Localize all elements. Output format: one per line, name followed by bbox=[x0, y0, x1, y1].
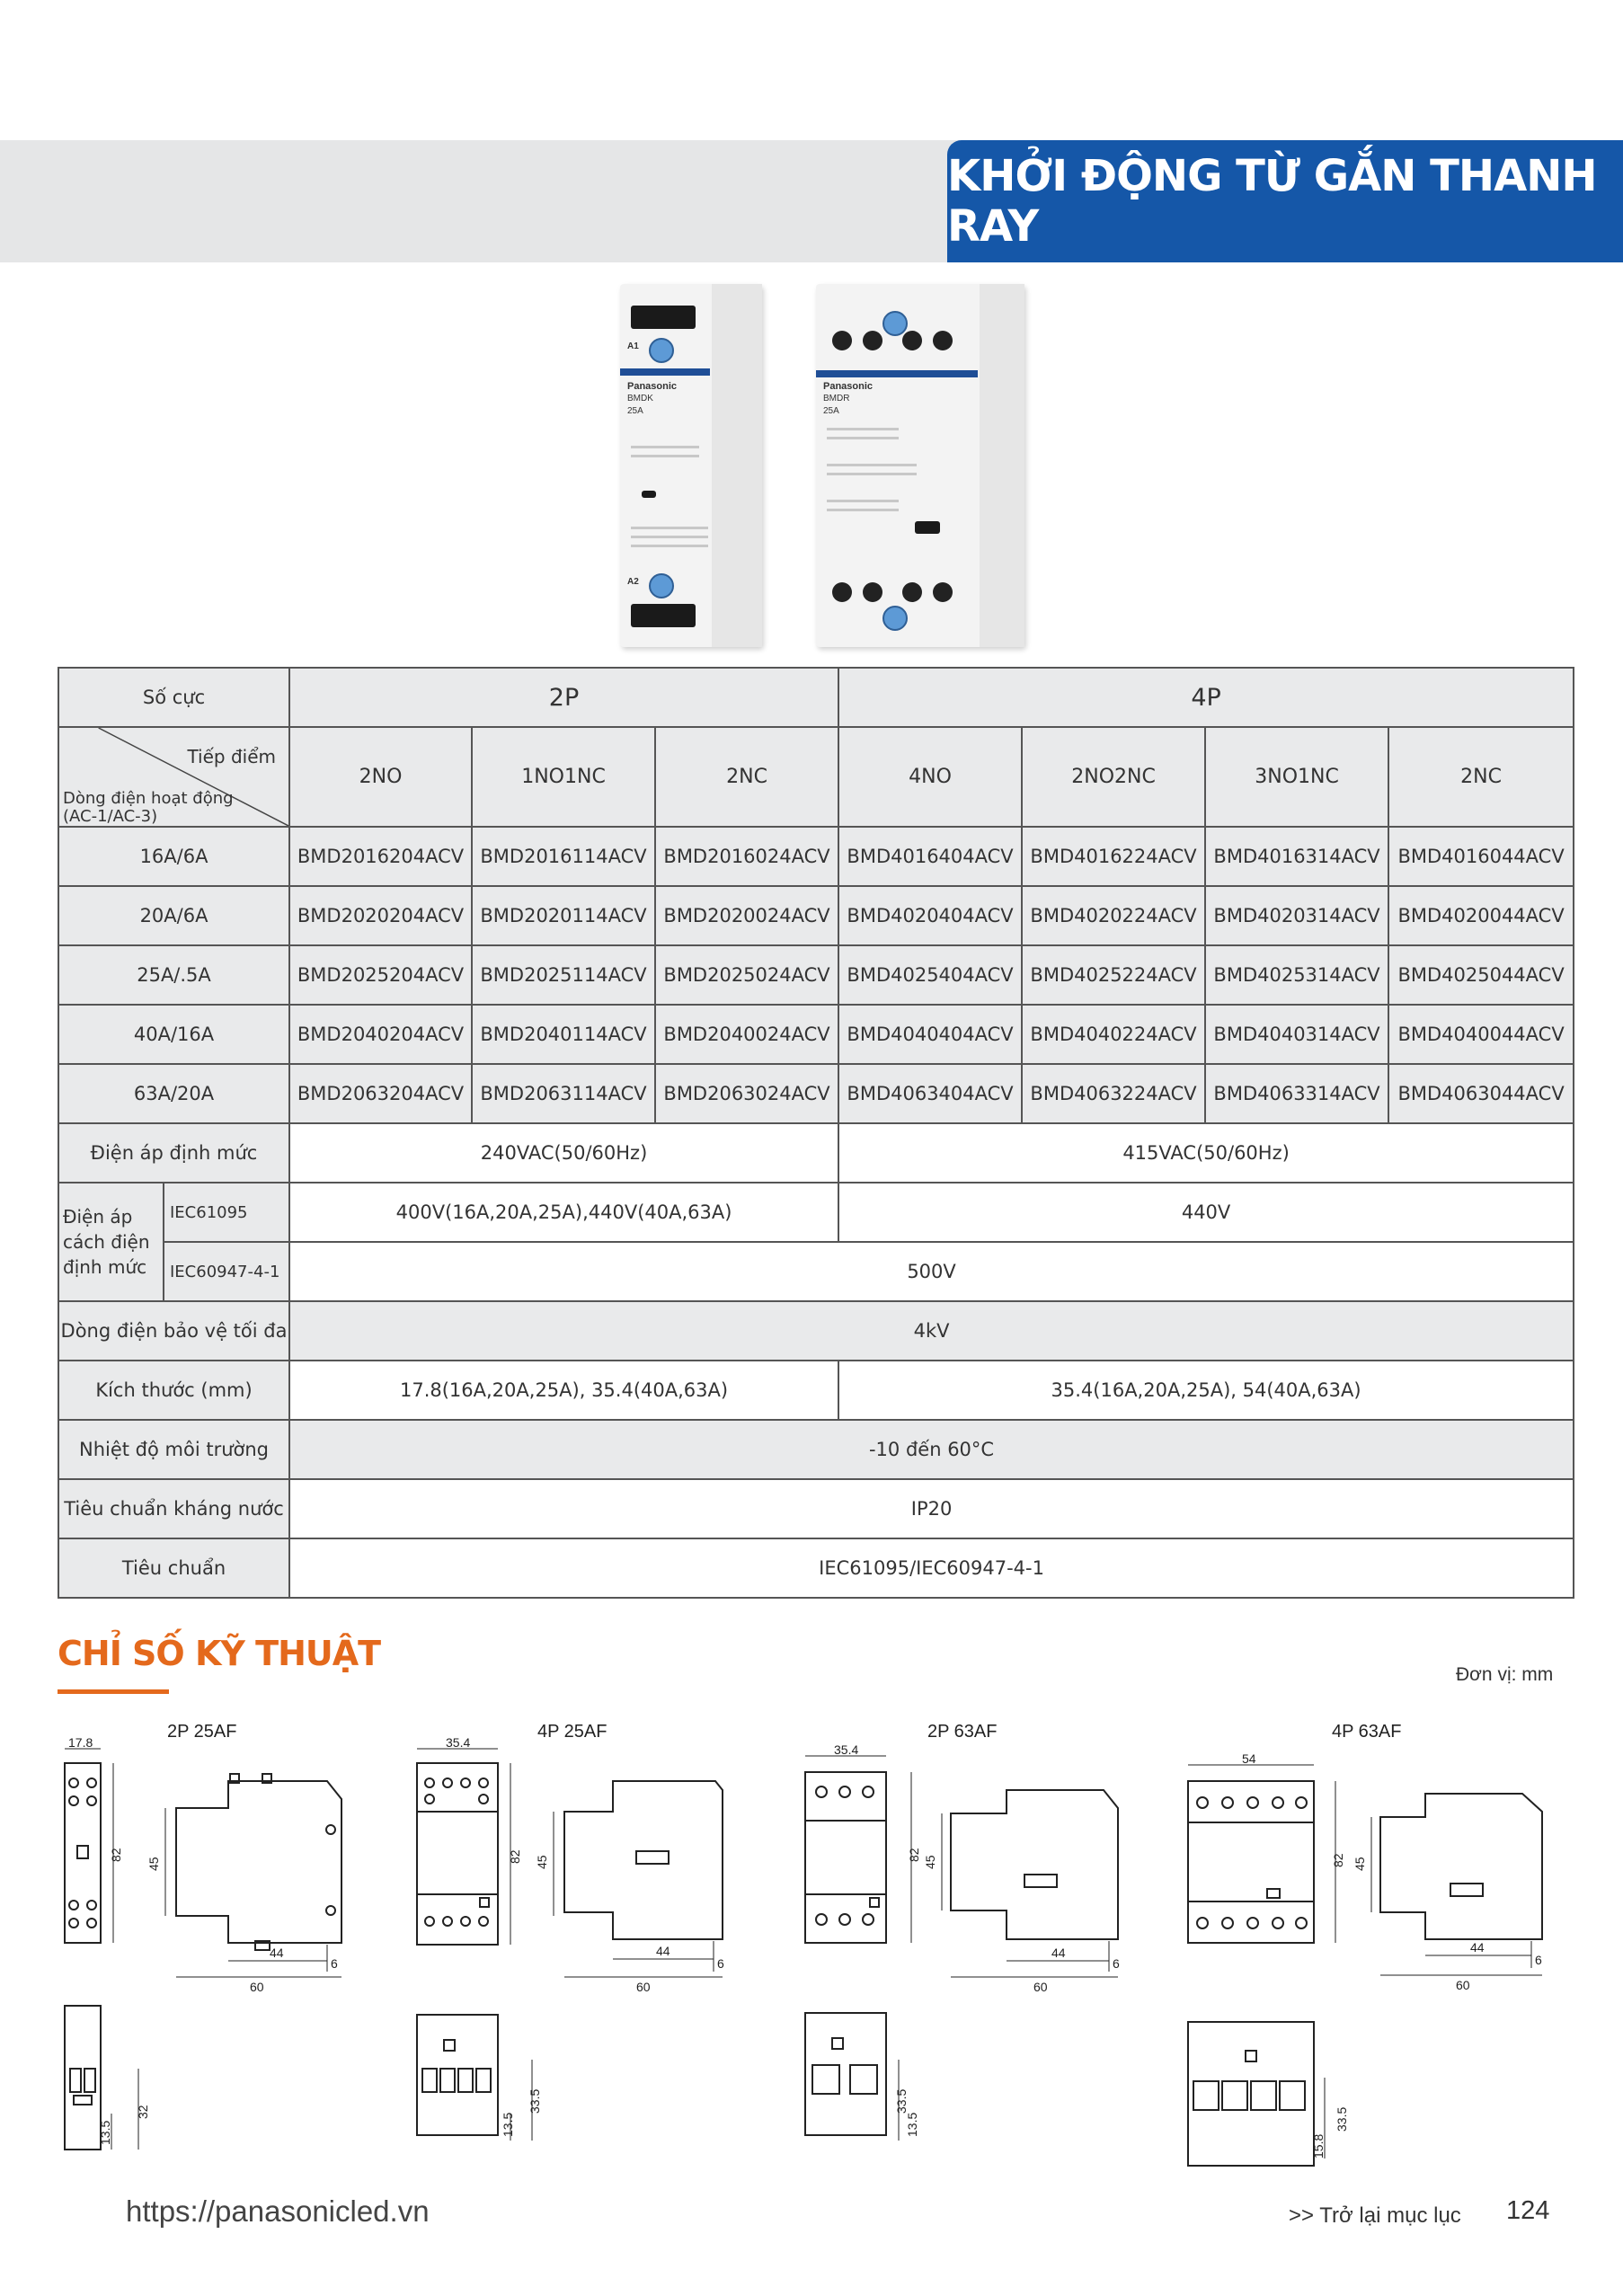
code-cell: BMD4040224ACV bbox=[1022, 1005, 1205, 1064]
dim-h2: 33.5 bbox=[894, 2088, 909, 2114]
dimension-drawing-2p-63af bbox=[798, 1736, 1140, 2159]
code-cell: BMD4020314ACV bbox=[1205, 886, 1388, 945]
model-label: BMDR bbox=[823, 394, 850, 403]
code-cell: BMD2016204ACV bbox=[289, 827, 472, 886]
rating-cell: 40A/16A bbox=[58, 1005, 289, 1064]
code-cell: BMD4025314ACV bbox=[1205, 945, 1388, 1005]
dim-inner: 45 bbox=[146, 1857, 161, 1871]
dim-total: 60 bbox=[1033, 1980, 1048, 1994]
brand-label: Panasonic bbox=[823, 381, 874, 392]
code-cell: BMD4016404ACV bbox=[838, 827, 1022, 886]
dim-depth: 44 bbox=[656, 1944, 670, 1958]
dim-width: 35.4 bbox=[446, 1736, 471, 1750]
code-cell: BMD4025044ACV bbox=[1388, 945, 1574, 1005]
model-label: BMDK bbox=[627, 394, 653, 403]
max-protection-label: Dòng điện bảo vệ tối đa bbox=[58, 1301, 289, 1361]
drawing-title: 2P 25AF bbox=[167, 1722, 237, 1742]
standard-label: Tiêu chuẩn bbox=[58, 1538, 289, 1598]
dim-height: 82 bbox=[109, 1848, 123, 1862]
screw-icon bbox=[649, 573, 674, 598]
dim-h1: 15.8 bbox=[1311, 2133, 1326, 2159]
rating-label: 25A bbox=[627, 406, 643, 416]
dim-width: 35.4 bbox=[834, 1742, 859, 1757]
code-cell: BMD4063404ACV bbox=[838, 1064, 1022, 1123]
dim-h1: 13.5 bbox=[98, 2120, 112, 2145]
a2-label: A2 bbox=[627, 577, 639, 587]
insulation-label: Điện áp cách điện định mức bbox=[58, 1183, 164, 1301]
dim-h2: 33.5 bbox=[1335, 2106, 1349, 2132]
code-cell: BMD2025024ACV bbox=[655, 945, 838, 1005]
max-protection-value: 4kV bbox=[289, 1301, 1574, 1361]
standard-value: IEC61095/IEC60947-4-1 bbox=[289, 1538, 1574, 1598]
dim-total: 60 bbox=[250, 1980, 264, 1994]
contact-label: Tiếp điểm bbox=[187, 746, 277, 767]
rating-cell: 63A/20A bbox=[58, 1064, 289, 1123]
dim-side: 6 bbox=[1113, 1956, 1120, 1971]
a1-label: A1 bbox=[627, 341, 639, 351]
code-cell: BMD2020114ACV bbox=[472, 886, 655, 945]
dim-height: 82 bbox=[907, 1848, 921, 1862]
size-label: Kích thước (mm) bbox=[58, 1361, 289, 1420]
dim-h1: 13.5 bbox=[501, 2112, 515, 2137]
product-image-2p bbox=[620, 284, 762, 647]
poles-label: Số cực bbox=[58, 668, 289, 727]
water-resistance-value: IP20 bbox=[289, 1479, 1574, 1538]
screw-icon bbox=[882, 606, 908, 631]
dim-inner: 45 bbox=[1352, 1857, 1367, 1871]
code-cell: BMD2040204ACV bbox=[289, 1005, 472, 1064]
drawing-title: 4P 25AF bbox=[537, 1722, 608, 1742]
screw-icon bbox=[882, 311, 908, 336]
rating-cell: 25A/.5A bbox=[58, 945, 289, 1005]
brand-label: Panasonic bbox=[627, 381, 678, 392]
code-cell: BMD2020204ACV bbox=[289, 886, 472, 945]
dim-side: 6 bbox=[717, 1956, 724, 1971]
code-cell: BMD2016114ACV bbox=[472, 827, 655, 886]
code-cell: BMD4040044ACV bbox=[1388, 1005, 1574, 1064]
water-resistance-label: Tiêu chuẩn kháng nước bbox=[58, 1479, 289, 1538]
dim-total: 60 bbox=[636, 1980, 651, 1994]
rating-label: 25A bbox=[823, 406, 839, 416]
code-cell: BMD4040404ACV bbox=[838, 1005, 1022, 1064]
dim-total: 60 bbox=[1456, 1978, 1470, 1992]
code-cell: BMD2040024ACV bbox=[655, 1005, 838, 1064]
code-cell: BMD4063224ACV bbox=[1022, 1064, 1205, 1123]
temperature-value: -10 đến 60°C bbox=[289, 1420, 1574, 1479]
code-cell: BMD4063044ACV bbox=[1388, 1064, 1574, 1123]
contact-header: 3NO1NC bbox=[1205, 727, 1388, 827]
page-number: 124 bbox=[1506, 2196, 1550, 2225]
dim-side: 6 bbox=[331, 1956, 338, 1971]
diagonal-header-cell bbox=[58, 727, 289, 827]
iec61095-4p: 440V bbox=[838, 1183, 1574, 1242]
dimension-drawing-4p-25af bbox=[410, 1736, 742, 2159]
dim-width: 17.8 bbox=[68, 1736, 93, 1750]
screw-icon bbox=[649, 338, 674, 363]
page-title: KHỞI ĐỘNG TỪ GẮN THANH RAY bbox=[947, 140, 1623, 262]
tech-section-title: CHỈ SỐ KỸ THUẬT bbox=[58, 1634, 381, 1673]
rated-voltage-label: Điện áp định mức bbox=[58, 1123, 289, 1183]
product-image-4p bbox=[816, 284, 1024, 647]
code-cell: BMD4063314ACV bbox=[1205, 1064, 1388, 1123]
code-cell: BMD4020224ACV bbox=[1022, 886, 1205, 945]
current-label: Dòng điện hoạt động (AC-1/AC-3) bbox=[63, 789, 234, 826]
size-2p: 17.8(16A,20A,25A), 35.4(40A,63A) bbox=[289, 1361, 838, 1420]
iec61095-2p: 400V(16A,20A,25A),440V(40A,63A) bbox=[289, 1183, 838, 1242]
drawing-title: 2P 63AF bbox=[927, 1722, 998, 1742]
dim-depth: 44 bbox=[1470, 1940, 1485, 1955]
footer-url-link[interactable]: https://panasonicled.vn bbox=[126, 2194, 430, 2228]
code-cell: BMD4016044ACV bbox=[1388, 827, 1574, 886]
code-cell: BMD4020044ACV bbox=[1388, 886, 1574, 945]
pole-4p-header: 4P bbox=[838, 668, 1574, 727]
dim-height: 82 bbox=[508, 1849, 522, 1864]
rated-voltage-4p: 415VAC(50/60Hz) bbox=[838, 1123, 1574, 1183]
code-cell: BMD2025114ACV bbox=[472, 945, 655, 1005]
dim-width: 54 bbox=[1242, 1751, 1256, 1766]
dimension-drawing-4p-63af bbox=[1181, 1736, 1558, 2176]
iec60947-label: IEC60947-4-1 bbox=[164, 1242, 289, 1301]
contact-header: 2NO2NC bbox=[1022, 727, 1205, 827]
iec60947-value: 500V bbox=[289, 1242, 1574, 1301]
temperature-label: Nhiệt độ môi trường bbox=[58, 1420, 289, 1479]
code-cell: BMD4020404ACV bbox=[838, 886, 1022, 945]
contact-header: 1NO1NC bbox=[472, 727, 655, 827]
contact-header: 2NO bbox=[289, 727, 472, 827]
code-cell: BMD2020024ACV bbox=[655, 886, 838, 945]
contact-header: 2NC bbox=[1388, 727, 1574, 827]
drawing-title: 4P 63AF bbox=[1332, 1722, 1402, 1742]
dim-h1: 13.5 bbox=[905, 2112, 919, 2137]
unit-label: Đơn vị: mm bbox=[1456, 1664, 1554, 1685]
dim-inner: 45 bbox=[923, 1855, 937, 1869]
rating-cell: 16A/6A bbox=[58, 827, 289, 886]
code-cell: BMD2040114ACV bbox=[472, 1005, 655, 1064]
code-cell: BMD2063114ACV bbox=[472, 1064, 655, 1123]
pole-2p-header: 2P bbox=[289, 668, 838, 727]
code-cell: BMD4016224ACV bbox=[1022, 827, 1205, 886]
tech-section-underline bbox=[58, 1689, 169, 1694]
dim-h2: 32 bbox=[136, 2105, 150, 2119]
contact-header: 4NO bbox=[838, 727, 1022, 827]
size-4p: 35.4(16A,20A,25A), 54(40A,63A) bbox=[838, 1361, 1574, 1420]
code-cell: BMD2025204ACV bbox=[289, 945, 472, 1005]
dim-height: 82 bbox=[1331, 1853, 1345, 1867]
back-to-toc-link[interactable]: >> Trở lại mục lục bbox=[1289, 2203, 1461, 2228]
spec-table bbox=[58, 667, 1574, 1599]
dimension-drawing-2p-25af bbox=[58, 1736, 372, 2159]
iec61095-label: IEC61095 bbox=[164, 1183, 289, 1242]
code-cell: BMD2063204ACV bbox=[289, 1064, 472, 1123]
rating-cell: 20A/6A bbox=[58, 886, 289, 945]
code-cell: BMD4040314ACV bbox=[1205, 1005, 1388, 1064]
contact-header: 2NC bbox=[655, 727, 838, 827]
code-cell: BMD2063024ACV bbox=[655, 1064, 838, 1123]
rated-voltage-2p: 240VAC(50/60Hz) bbox=[289, 1123, 838, 1183]
dim-inner: 45 bbox=[535, 1855, 549, 1869]
code-cell: BMD4025224ACV bbox=[1022, 945, 1205, 1005]
dim-side: 6 bbox=[1535, 1953, 1542, 1967]
dim-depth: 44 bbox=[270, 1946, 284, 1960]
code-cell: BMD4016314ACV bbox=[1205, 827, 1388, 886]
dim-depth: 44 bbox=[1051, 1946, 1066, 1960]
dim-h2: 33.5 bbox=[528, 2088, 542, 2114]
code-cell: BMD4025404ACV bbox=[838, 945, 1022, 1005]
code-cell: BMD2016024ACV bbox=[655, 827, 838, 886]
